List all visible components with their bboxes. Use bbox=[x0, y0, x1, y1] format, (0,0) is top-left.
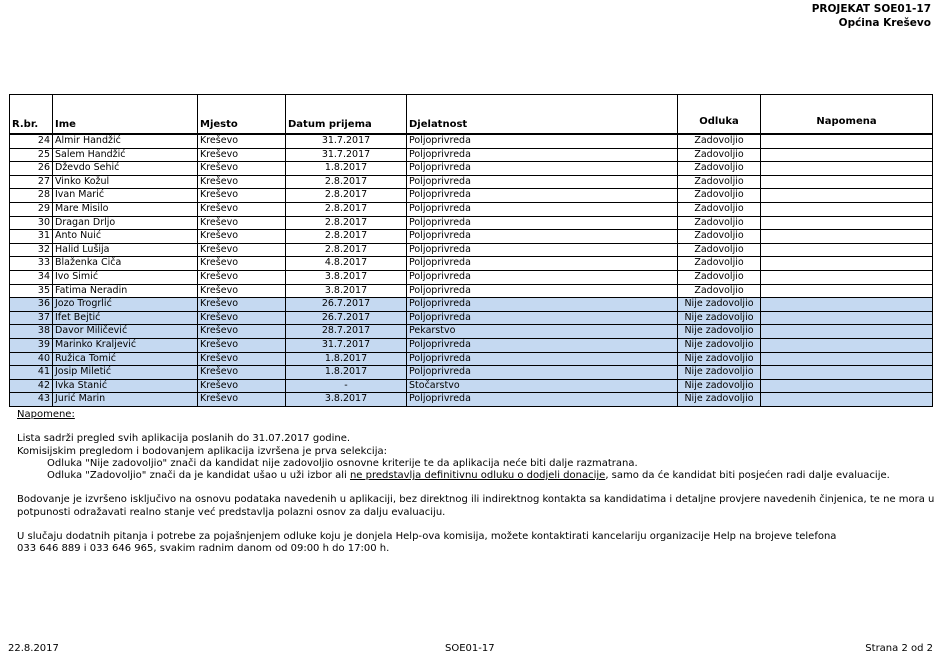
cell-mjesto: Kreševo bbox=[198, 148, 286, 162]
project-title: PROJEKAT SOE01-17 bbox=[811, 3, 931, 15]
cell-mjesto: Kreševo bbox=[198, 202, 286, 216]
cell-ime: Marinko Kraljević bbox=[53, 338, 198, 352]
cell-odluka: Nije zadovoljio bbox=[678, 311, 761, 325]
cell-datum: 3.8.2017 bbox=[286, 270, 407, 284]
table-row bbox=[10, 298, 933, 312]
col-header-rbr: R.br. bbox=[10, 95, 53, 135]
notes-line-1: Lista sadrži pregled svih aplikacija poslanih do 31.07.2017 godine. bbox=[17, 433, 351, 445]
cell-rbr: 33 bbox=[10, 257, 53, 271]
table-row bbox=[10, 325, 933, 339]
cell-odluka: Nije zadovoljio bbox=[678, 325, 761, 339]
cell-djelatnost: Poljoprivreda bbox=[407, 162, 678, 176]
cell-odluka: Zadovoljio bbox=[678, 148, 761, 162]
cell-rbr: 35 bbox=[10, 284, 53, 298]
cell-ime: Blaženka Čiča bbox=[53, 257, 198, 271]
cell-mjesto: Kreševo bbox=[198, 230, 286, 244]
cell-ime: Dževdo Šehić bbox=[53, 162, 198, 176]
cell-datum: 2.8.2017 bbox=[286, 189, 407, 203]
cell-rbr: 37 bbox=[10, 311, 53, 325]
col-header-napomena: Napomena bbox=[761, 95, 933, 135]
cell-mjesto: Kreševo bbox=[198, 270, 286, 284]
cell-djelatnost: Poljoprivreda bbox=[407, 270, 678, 284]
cell-rbr: 30 bbox=[10, 216, 53, 230]
cell-ime: Anto Nuić bbox=[53, 230, 198, 244]
cell-napomena bbox=[761, 366, 933, 380]
footer-date: 22.8.2017 bbox=[8, 643, 59, 654]
cell-ime: Jozo Trogrlić bbox=[53, 298, 198, 312]
cell-djelatnost: Poljoprivreda bbox=[407, 243, 678, 257]
cell-datum: 1.8.2017 bbox=[286, 352, 407, 366]
cell-djelatnost: Stočarstvo bbox=[407, 379, 678, 393]
cell-djelatnost: Poljoprivreda bbox=[407, 134, 678, 148]
cell-napomena bbox=[761, 338, 933, 352]
table-row bbox=[10, 216, 933, 230]
cell-napomena bbox=[761, 243, 933, 257]
cell-djelatnost: Poljoprivreda bbox=[407, 338, 678, 352]
table-row bbox=[10, 284, 933, 298]
notes-line-3: Odluka "Nije zadovoljio" znači da kandidat nije zadovoljio osnovne kriterije te da aplikacija neće biti dalje razmatrana. bbox=[47, 457, 638, 469]
cell-napomena bbox=[761, 270, 933, 284]
cell-odluka: Nije zadovoljio bbox=[678, 393, 761, 407]
cell-ime: Ifet Bejtić bbox=[53, 311, 198, 325]
cell-mjesto: Kreševo bbox=[198, 175, 286, 189]
cell-ime: Davor Miličević bbox=[53, 325, 198, 339]
cell-ime: Fatima Neradin bbox=[53, 284, 198, 298]
notes-line-4-underlined: ne predstavlja definitivnu odluku o dodjeli donacije bbox=[349, 470, 606, 482]
cell-rbr: 42 bbox=[10, 379, 53, 393]
cell-rbr: 31 bbox=[10, 230, 53, 244]
municipality-title: Općina Kreševo bbox=[838, 17, 931, 29]
cell-rbr: 26 bbox=[10, 162, 53, 176]
notes-para2-line-1: Bodovanje je izvršeno isključivo na osnovu podataka navedenih u aplikaciji, bez direktnog ili indirektnog kontakta sa kandidatima i detaljne provjere navedenih činjenica, te ne mora u bbox=[17, 494, 935, 506]
cell-djelatnost: Poljoprivreda bbox=[407, 216, 678, 230]
table-row bbox=[10, 257, 933, 271]
cell-djelatnost: Poljoprivreda bbox=[407, 311, 678, 325]
cell-djelatnost: Poljoprivreda bbox=[407, 393, 678, 407]
cell-napomena bbox=[761, 298, 933, 312]
cell-napomena bbox=[761, 189, 933, 203]
cell-djelatnost: Poljoprivreda bbox=[407, 298, 678, 312]
cell-datum: 26.7.2017 bbox=[286, 311, 407, 325]
cell-napomena bbox=[761, 175, 933, 189]
table-row bbox=[10, 366, 933, 380]
cell-odluka: Zadovoljio bbox=[678, 230, 761, 244]
cell-napomena bbox=[761, 148, 933, 162]
footer-code: SOE01-17 bbox=[445, 643, 495, 654]
table-row bbox=[10, 162, 933, 176]
cell-mjesto: Kreševo bbox=[198, 162, 286, 176]
cell-djelatnost: Poljoprivreda bbox=[407, 175, 678, 189]
cell-datum: 31.7.2017 bbox=[286, 338, 407, 352]
cell-rbr: 39 bbox=[10, 338, 53, 352]
cell-rbr: 41 bbox=[10, 366, 53, 380]
table-row bbox=[10, 270, 933, 284]
cell-odluka: Nije zadovoljio bbox=[678, 338, 761, 352]
cell-napomena bbox=[761, 134, 933, 148]
notes-section bbox=[17, 409, 934, 556]
notes-line-4-start: Odluka "Zadovoljio" znači da je kandidat ušao u uži izbor ali bbox=[47, 470, 350, 482]
cell-rbr: 38 bbox=[10, 325, 53, 339]
cell-rbr: 27 bbox=[10, 175, 53, 189]
table-row bbox=[10, 243, 933, 257]
notes-para3-line-1: U slučaju dodatnih pitanja i potrebe za pojašnjenjem odluke koju je donjela Help-ova komisija, možete kontaktirati kancelariju organizacije Help na brojeve telefona bbox=[17, 531, 837, 543]
cell-datum: 4.8.2017 bbox=[286, 257, 407, 271]
cell-ime: Salem Handžić bbox=[53, 148, 198, 162]
notes-para2-line-2: potpunosti odražavati realno stanje već predstavlja polazni osnov za dalju evaluaciju. bbox=[17, 506, 446, 518]
table-row bbox=[10, 134, 933, 148]
cell-ime: Vinko Kožul bbox=[53, 175, 198, 189]
table-row bbox=[10, 189, 933, 203]
cell-datum: 1.8.2017 bbox=[286, 162, 407, 176]
cell-djelatnost: Pekarstvo bbox=[407, 325, 678, 339]
cell-odluka: Zadovoljio bbox=[678, 257, 761, 271]
cell-mjesto: Kreševo bbox=[198, 393, 286, 407]
table-row bbox=[10, 352, 933, 366]
cell-mjesto: Kreševo bbox=[198, 366, 286, 380]
notes-heading: Napomene: bbox=[17, 409, 75, 420]
cell-odluka: Zadovoljio bbox=[678, 202, 761, 216]
cell-napomena bbox=[761, 257, 933, 271]
cell-rbr: 24 bbox=[10, 134, 53, 148]
cell-datum: 3.8.2017 bbox=[286, 284, 407, 298]
cell-rbr: 43 bbox=[10, 393, 53, 407]
cell-odluka: Nije zadovoljio bbox=[678, 298, 761, 312]
footer-page-number: Strana 2 od 2 bbox=[865, 643, 933, 654]
cell-rbr: 25 bbox=[10, 148, 53, 162]
cell-odluka: Nije zadovoljio bbox=[678, 366, 761, 380]
cell-mjesto: Kreševo bbox=[198, 311, 286, 325]
cell-ime: Dragan Drljo bbox=[53, 216, 198, 230]
table-row bbox=[10, 148, 933, 162]
cell-rbr: 34 bbox=[10, 270, 53, 284]
cell-djelatnost: Poljoprivreda bbox=[407, 230, 678, 244]
cell-napomena bbox=[761, 202, 933, 216]
cell-odluka: Zadovoljio bbox=[678, 216, 761, 230]
cell-rbr: 36 bbox=[10, 298, 53, 312]
cell-mjesto: Kreševo bbox=[198, 338, 286, 352]
table-row bbox=[10, 202, 933, 216]
cell-odluka: Zadovoljio bbox=[678, 175, 761, 189]
col-header-mjesto: Mjesto bbox=[198, 95, 286, 135]
cell-datum: 2.8.2017 bbox=[286, 243, 407, 257]
cell-ime: Ivka Stanić bbox=[53, 379, 198, 393]
table-row bbox=[10, 379, 933, 393]
cell-napomena bbox=[761, 311, 933, 325]
cell-napomena bbox=[761, 162, 933, 176]
cell-datum: - bbox=[286, 379, 407, 393]
cell-mjesto: Kreševo bbox=[198, 325, 286, 339]
notes-line-2: Komisijskim pregledom i bodovanjem aplikacija izvršena je prva selekcija: bbox=[17, 445, 387, 457]
cell-odluka: Zadovoljio bbox=[678, 243, 761, 257]
col-header-ime: Ime bbox=[53, 95, 198, 135]
cell-datum: 31.7.2017 bbox=[286, 148, 407, 162]
cell-datum: 3.8.2017 bbox=[286, 393, 407, 407]
cell-djelatnost: Poljoprivreda bbox=[407, 284, 678, 298]
cell-odluka: Zadovoljio bbox=[678, 270, 761, 284]
cell-ime: Halid Lušija bbox=[53, 243, 198, 257]
cell-datum: 2.8.2017 bbox=[286, 230, 407, 244]
cell-rbr: 32 bbox=[10, 243, 53, 257]
notes-line-4-end: , samo da će kandidat biti posjećen radi dalje evaluacije. bbox=[605, 470, 890, 482]
cell-napomena bbox=[761, 284, 933, 298]
cell-ime: Ružica Tomić bbox=[53, 352, 198, 366]
cell-ime: Almir Handžić bbox=[53, 134, 198, 148]
cell-datum: 28.7.2017 bbox=[286, 325, 407, 339]
cell-datum: 1.8.2017 bbox=[286, 366, 407, 380]
cell-napomena bbox=[761, 393, 933, 407]
cell-mjesto: Kreševo bbox=[198, 257, 286, 271]
cell-ime: Ivan Marić bbox=[53, 189, 198, 203]
notes-line-4 bbox=[17, 470, 934, 482]
cell-djelatnost: Poljoprivreda bbox=[407, 148, 678, 162]
document-header bbox=[812, 2, 931, 30]
cell-djelatnost: Poljoprivreda bbox=[407, 257, 678, 271]
col-header-djelatnost: Djelatnost bbox=[407, 95, 678, 135]
table-row bbox=[10, 393, 933, 407]
cell-odluka: Zadovoljio bbox=[678, 284, 761, 298]
cell-rbr: 40 bbox=[10, 352, 53, 366]
cell-rbr: 29 bbox=[10, 202, 53, 216]
table-row bbox=[10, 175, 933, 189]
cell-djelatnost: Poljoprivreda bbox=[407, 202, 678, 216]
col-header-datum: Datum prijema bbox=[286, 95, 407, 135]
cell-odluka: Zadovoljio bbox=[678, 134, 761, 148]
table-row bbox=[10, 338, 933, 352]
cell-mjesto: Kreševo bbox=[198, 298, 286, 312]
cell-rbr: 28 bbox=[10, 189, 53, 203]
cell-ime: Jurić Marin bbox=[53, 393, 198, 407]
cell-napomena bbox=[761, 379, 933, 393]
cell-mjesto: Kreševo bbox=[198, 352, 286, 366]
cell-djelatnost: Poljoprivreda bbox=[407, 366, 678, 380]
table-row bbox=[10, 311, 933, 325]
cell-napomena bbox=[761, 352, 933, 366]
table-body bbox=[10, 134, 933, 406]
cell-odluka: Nije zadovoljio bbox=[678, 379, 761, 393]
cell-odluka: Zadovoljio bbox=[678, 189, 761, 203]
cell-ime: Josip Miletić bbox=[53, 366, 198, 380]
cell-datum: 31.7.2017 bbox=[286, 134, 407, 148]
cell-datum: 2.8.2017 bbox=[286, 202, 407, 216]
cell-napomena bbox=[761, 216, 933, 230]
cell-mjesto: Kreševo bbox=[198, 243, 286, 257]
table-header-row bbox=[10, 95, 933, 135]
cell-datum: 26.7.2017 bbox=[286, 298, 407, 312]
cell-napomena bbox=[761, 230, 933, 244]
col-header-odluka: Odluka bbox=[678, 95, 761, 135]
cell-datum: 2.8.2017 bbox=[286, 216, 407, 230]
cell-odluka: Nije zadovoljio bbox=[678, 352, 761, 366]
cell-napomena bbox=[761, 325, 933, 339]
cell-odluka: Zadovoljio bbox=[678, 162, 761, 176]
cell-datum: 2.8.2017 bbox=[286, 175, 407, 189]
notes-para3-line-2: 033 646 889 i 033 646 965, svakim radnim danom od 09:00 h do 17:00 h. bbox=[17, 543, 390, 555]
cell-mjesto: Kreševo bbox=[198, 134, 286, 148]
cell-mjesto: Kreševo bbox=[198, 284, 286, 298]
cell-mjesto: Kreševo bbox=[198, 216, 286, 230]
cell-djelatnost: Poljoprivreda bbox=[407, 189, 678, 203]
cell-ime: Ivo Šimić bbox=[53, 270, 198, 284]
table-row bbox=[10, 230, 933, 244]
cell-mjesto: Kreševo bbox=[198, 189, 286, 203]
cell-djelatnost: Poljoprivreda bbox=[407, 352, 678, 366]
applications-table bbox=[9, 94, 933, 407]
cell-mjesto: Kreševo bbox=[198, 379, 286, 393]
cell-ime: Mare Misilo bbox=[53, 202, 198, 216]
